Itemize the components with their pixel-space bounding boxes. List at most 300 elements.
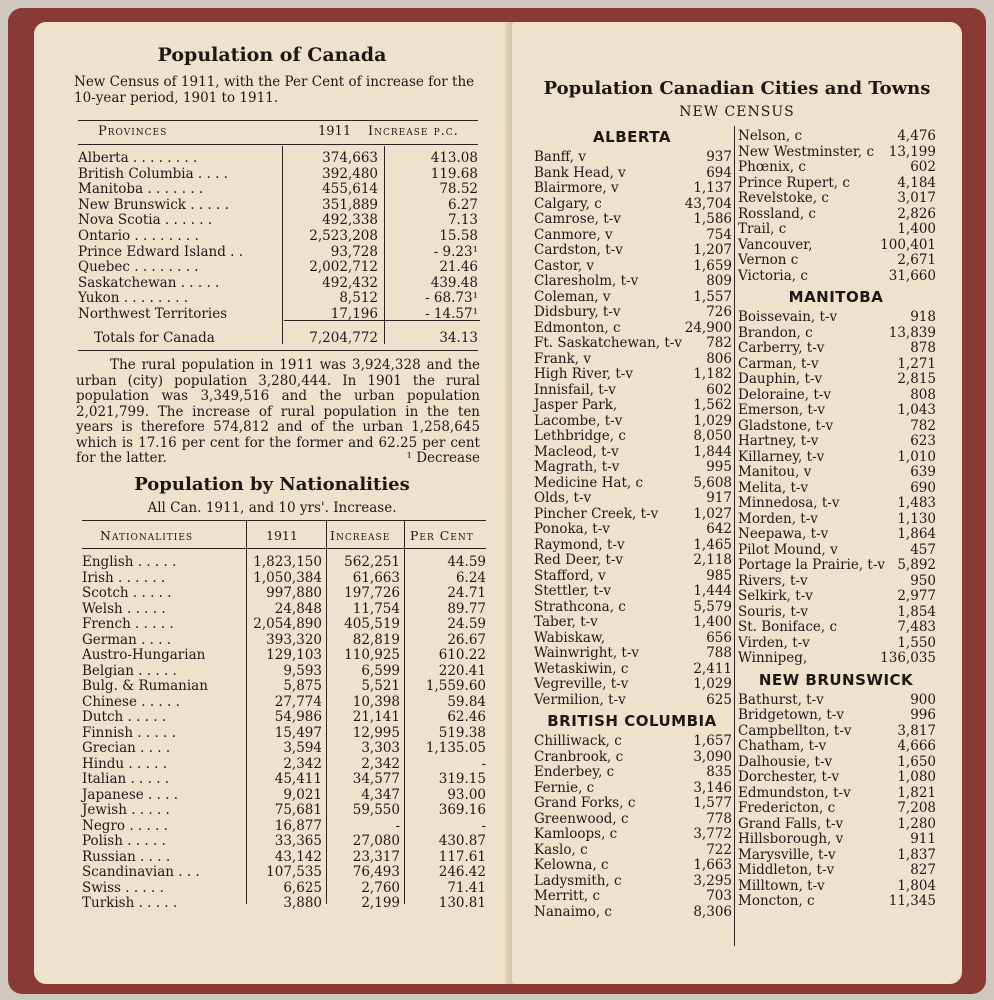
city-name: Minnedosa, t-v — [738, 495, 840, 511]
nationality-name: Polish . . . . . — [82, 833, 166, 849]
totals-label: Totals for Canada — [94, 330, 215, 346]
city-name: Bank Head, v — [534, 164, 626, 181]
city-population: 1,663 — [693, 857, 732, 873]
divider — [78, 144, 478, 145]
city-name: Red Deer, t-v — [534, 552, 624, 568]
city-row — [532, 289, 732, 305]
city-row — [736, 800, 936, 816]
city-row — [736, 252, 936, 268]
nationality-pop: 16,877 — [274, 817, 322, 834]
city-name: Kamloops, c — [534, 826, 618, 842]
city-row — [736, 495, 936, 511]
city-name: Claresholm, t-v — [534, 273, 639, 289]
city-row — [736, 754, 936, 770]
nationality-percent: 24.59 — [447, 616, 486, 632]
city-row — [532, 826, 732, 842]
city-name: Chilliwack, c — [534, 733, 622, 749]
city-population: 1,043 — [897, 402, 936, 418]
city-name: Edmundston, t-v — [738, 784, 851, 801]
totals-pop: 7,204,772 — [309, 330, 378, 346]
city-row — [736, 371, 936, 387]
city-name: Manitou, v — [738, 464, 812, 480]
city-name: Cranbrook, c — [534, 748, 624, 765]
nationality-row — [34, 771, 510, 786]
left-page — [34, 22, 510, 984]
city-row — [532, 795, 732, 811]
nationality-percent: 44.59 — [447, 554, 486, 570]
city-name: Camrose, t-v — [534, 211, 621, 227]
city-population: 2,671 — [897, 252, 936, 268]
city-population: 1,844 — [693, 443, 732, 460]
city-population: 806 — [706, 350, 732, 367]
nationality-increase: 6,599 — [361, 662, 400, 679]
header-increase: Increase p.c. — [368, 124, 459, 139]
city-name: Bathurst, t-v — [738, 691, 824, 708]
city-name: Wainwright, t-v — [534, 645, 640, 661]
city-population: 1,483 — [897, 495, 936, 511]
totals-row — [34, 330, 510, 345]
province-name: Yukon . . . . . . . . — [78, 290, 189, 307]
city-population: 2,815 — [897, 371, 936, 387]
city-name: Chatham, t-v — [738, 738, 827, 754]
province-row — [34, 150, 510, 165]
nationality-percent: 59.84 — [447, 693, 486, 710]
city-population: 1,577 — [693, 795, 732, 811]
city-population: 31,660 — [888, 267, 936, 284]
header-nationalities: Nationalities — [100, 528, 194, 543]
city-population: 694 — [706, 164, 732, 181]
nationality-row — [34, 694, 510, 709]
nationality-increase: 4,347 — [361, 786, 400, 803]
nationality-pop: 45,411 — [274, 771, 322, 787]
city-row — [532, 733, 732, 749]
city-name: Wabiskaw, — [534, 629, 606, 646]
city-name: Fredericton, c — [738, 800, 836, 816]
city-population: 11,345 — [888, 893, 936, 909]
cities-subtitle: NEW CENSUS — [679, 104, 795, 120]
province-name: Nova Scotia . . . . . . — [78, 212, 213, 229]
province-name: Quebec . . . . . . . . — [78, 259, 199, 276]
city-name: Vermilion, t-v — [534, 691, 626, 708]
city-row — [532, 811, 732, 827]
city-population: 1,029 — [693, 676, 732, 692]
province-row — [34, 259, 510, 274]
city-population: 1,080 — [897, 769, 936, 785]
province-row — [34, 244, 510, 259]
city-row — [736, 542, 936, 558]
province-pop: 2,523,208 — [309, 228, 378, 244]
city-population: 3,772 — [693, 826, 732, 842]
city-row — [736, 847, 936, 863]
nationality-percent: 369.16 — [438, 802, 486, 818]
city-row — [736, 387, 936, 403]
city-name: Wetaskiwin, c — [534, 660, 629, 677]
city-population: 1,271 — [897, 355, 936, 372]
nationality-name: Italian . . . . . — [82, 771, 170, 787]
nationality-pop: 24,848 — [274, 600, 322, 617]
nationality-percent: 246.42 — [438, 864, 486, 880]
city-row — [736, 831, 936, 847]
city-row — [736, 175, 936, 191]
cities-title: Population Canadian Cities and Towns — [543, 78, 931, 99]
city-row — [532, 749, 732, 765]
city-population: 726 — [706, 304, 732, 320]
city-row — [532, 366, 732, 382]
nationality-increase: 21,141 — [352, 709, 400, 725]
city-row — [736, 268, 936, 284]
nationality-increase: 5,521 — [361, 678, 400, 694]
nationality-percent: 6.24 — [455, 569, 486, 586]
city-row — [532, 149, 732, 165]
city-row — [736, 588, 936, 604]
city-population: 136,035 — [880, 650, 936, 666]
city-population: 1,550 — [897, 634, 936, 651]
province-pop: 374,663 — [322, 150, 378, 166]
city-row — [532, 304, 732, 320]
city-name: Vancouver, — [738, 236, 813, 253]
nationality-increase: 562,251 — [344, 554, 400, 570]
city-name: Nelson, c — [738, 128, 803, 144]
nationality-pop: 54,986 — [274, 709, 322, 725]
city-row — [736, 480, 936, 496]
nationality-pop: 9,593 — [283, 662, 322, 679]
city-population: 625 — [706, 691, 732, 708]
nationality-pop: 43,142 — [274, 848, 322, 865]
city-row — [532, 211, 732, 227]
province-row — [34, 197, 510, 212]
city-row — [532, 180, 732, 196]
nationality-increase: 82,819 — [352, 631, 400, 648]
province-increase: 7.13 — [447, 212, 478, 229]
city-name: Merritt, c — [534, 888, 601, 904]
city-population: 3,090 — [693, 748, 732, 765]
city-name: Pincher Creek, t-v — [534, 505, 659, 522]
province-name: Alberta . . . . . . . . — [78, 150, 198, 166]
nationality-percent: 1,135.05 — [425, 740, 486, 756]
nationality-increase: 34,577 — [352, 771, 400, 787]
nationality-percent: 117.61 — [438, 848, 486, 865]
city-row — [532, 382, 732, 398]
city-name: Killarney, t-v — [738, 448, 825, 465]
right-page — [512, 22, 962, 984]
nationality-row — [34, 725, 510, 740]
city-population: 639 — [910, 464, 936, 480]
city-row — [736, 190, 936, 206]
city-name: Campbellton, t-v — [738, 722, 852, 739]
nationalities-table — [34, 554, 510, 914]
city-row — [532, 676, 732, 692]
city-name: Melita, t-v — [738, 479, 809, 496]
province-pop: 455,614 — [322, 181, 378, 198]
province-name: New Brunswick . . . . . — [78, 196, 229, 213]
city-name: Grand Forks, c — [534, 795, 636, 811]
nationality-name: Hindu . . . . . — [82, 755, 168, 772]
city-row — [532, 888, 732, 904]
province-name: Manitoba . . . . . . . — [78, 181, 204, 198]
city-row — [532, 475, 732, 491]
city-row — [532, 780, 732, 796]
nationality-pop: 3,594 — [283, 740, 322, 756]
nationality-row — [34, 740, 510, 755]
city-name: Grand Falls, t-v — [738, 815, 844, 832]
nationality-percent: 93.00 — [447, 786, 486, 803]
city-population: 602 — [706, 381, 732, 398]
city-name: Souris, t-v — [738, 603, 808, 620]
city-name: Portage la Prairie, t-v — [738, 557, 886, 573]
nationality-row — [34, 756, 510, 771]
nationality-increase: 2,342 — [361, 755, 400, 772]
city-row — [532, 630, 732, 646]
nationality-name: Jewish . . . . . — [82, 802, 170, 818]
city-name: Frank, v — [534, 350, 591, 367]
city-population: 1,010 — [897, 448, 936, 465]
nationality-name: Japanese . . . . — [82, 786, 179, 803]
nationality-pop: 1,050,384 — [253, 569, 322, 586]
nationality-pop: 2,054,890 — [253, 616, 322, 632]
province-pop: 392,480 — [322, 165, 378, 182]
city-population: 808 — [910, 386, 936, 403]
city-row — [736, 356, 936, 372]
nationality-name: Welsh . . . . . — [82, 600, 166, 617]
city-row — [532, 196, 732, 212]
city-row — [532, 320, 732, 336]
city-population: 1,137 — [693, 180, 732, 196]
city-row — [736, 878, 936, 894]
nationality-pop: 1,823,150 — [253, 554, 322, 570]
nationality-percent: 89.77 — [447, 600, 486, 617]
city-name: Carman, t-v — [738, 355, 819, 372]
nationality-increase: 61,663 — [352, 569, 400, 586]
province-pop: 93,728 — [330, 243, 378, 260]
city-row — [532, 490, 732, 506]
city-row — [736, 221, 936, 237]
city-population: 827 — [910, 862, 936, 878]
section-heading: MANITOBA — [788, 288, 884, 306]
nationality-row — [34, 802, 510, 817]
census-subtitle: New Census of 1911, with the Per Cent of increase for the 10-year period, 1901 to 1911. — [74, 74, 475, 106]
section-heading: BRITISH COLUMBIA — [547, 712, 717, 730]
city-population: 2,411 — [693, 660, 732, 677]
city-row — [532, 904, 732, 920]
nationality-row — [34, 678, 510, 693]
city-population: 1,027 — [693, 505, 732, 522]
nationality-name: Belgian . . . . . — [82, 662, 177, 679]
nationality-name: French . . . . . — [82, 616, 174, 632]
city-population: 754 — [706, 226, 732, 243]
city-population: 1,029 — [693, 412, 732, 429]
city-name: Kaslo, c — [534, 841, 588, 858]
nationality-pop: 3,880 — [283, 895, 322, 911]
city-row — [736, 433, 936, 449]
city-row — [736, 769, 936, 785]
nationality-percent: 319.15 — [438, 771, 486, 787]
city-name: Trail, c — [738, 221, 787, 237]
city-name: Hartney, t-v — [738, 433, 819, 449]
city-population: 722 — [706, 841, 732, 858]
nationality-increase: 110,925 — [344, 647, 400, 663]
city-name: Ft. Saskatchewan, t-v — [534, 335, 682, 351]
province-name: Prince Edward Island . . — [78, 243, 244, 260]
city-name: Rivers, t-v — [738, 572, 808, 589]
totals-increase: 34.13 — [439, 330, 478, 346]
nationality-name: Turkish . . . . . — [82, 895, 178, 911]
cities-column-1 — [532, 128, 732, 948]
city-name: Stettler, t-v — [534, 583, 611, 599]
city-population: 602 — [910, 159, 936, 175]
nationalities-title: Population by Nationalities — [134, 474, 410, 495]
city-name: Canmore, v — [534, 226, 613, 243]
nationality-percent: 24.71 — [447, 585, 486, 601]
city-name: Vegreville, t-v — [534, 676, 629, 692]
city-name: Dorchester, t-v — [738, 769, 840, 785]
nationality-pop: 33,365 — [274, 833, 322, 849]
nationality-row — [34, 880, 510, 895]
nationality-increase: 12,995 — [352, 724, 400, 741]
nationality-increase: 23,317 — [352, 848, 400, 865]
city-row — [736, 604, 936, 620]
city-population: 950 — [910, 572, 936, 589]
city-row — [532, 537, 732, 553]
city-population: 703 — [706, 888, 732, 904]
nationality-pop: 129,103 — [266, 647, 322, 663]
city-name: Dauphin, t-v — [738, 371, 823, 387]
divider — [82, 548, 486, 549]
nationality-row — [34, 895, 510, 910]
nationality-row — [34, 616, 510, 631]
city-population: 13,839 — [888, 324, 936, 341]
province-row — [34, 212, 510, 227]
nationality-name: Irish . . . . . . — [82, 569, 166, 586]
city-row — [736, 464, 936, 480]
city-name: Ladysmith, c — [534, 872, 622, 889]
city-name: Hillsborough, v — [738, 831, 844, 847]
city-row — [736, 402, 936, 418]
nationality-name: Swiss . . . . . — [82, 879, 164, 896]
city-population: 1,400 — [897, 221, 936, 237]
city-population: 1,280 — [897, 815, 936, 832]
city-population: 782 — [910, 417, 936, 434]
city-row — [736, 340, 936, 356]
city-row — [736, 128, 936, 144]
province-pop: 351,889 — [322, 196, 378, 213]
city-row — [532, 645, 732, 661]
city-population: 917 — [706, 490, 732, 506]
nationality-row — [34, 663, 510, 678]
city-population: 995 — [706, 459, 732, 475]
city-name: Deloraine, t-v — [738, 386, 831, 403]
city-population: 13,199 — [888, 143, 936, 160]
province-increase: 439.48 — [430, 274, 478, 291]
city-row — [736, 785, 936, 801]
city-population: 43,704 — [684, 195, 732, 212]
city-name: Vernon c — [738, 252, 799, 268]
city-name: Edmonton, c — [534, 319, 621, 336]
nationality-name: Negro . . . . . — [82, 817, 168, 834]
city-name: Gladstone, t-v — [738, 417, 834, 434]
nationality-increase: 10,398 — [352, 693, 400, 710]
city-population: 8,306 — [693, 903, 732, 920]
city-population: 835 — [706, 764, 732, 780]
province-increase: - 14.57¹ — [425, 306, 478, 322]
city-population: 1,659 — [693, 257, 732, 274]
divider — [78, 350, 478, 351]
nationality-pop: 27,774 — [274, 693, 322, 710]
city-row — [736, 707, 936, 723]
nationality-row — [34, 647, 510, 662]
city-name: St. Boniface, c — [738, 619, 838, 635]
nationality-increase: 3,303 — [361, 740, 400, 756]
nationality-increase: 27,080 — [352, 833, 400, 849]
nationality-row — [34, 833, 510, 848]
city-population: 1,837 — [897, 846, 936, 863]
nationality-increase: 405,519 — [344, 616, 400, 632]
city-name: Rossland, c — [738, 205, 816, 222]
nationality-row — [34, 570, 510, 585]
city-name: Moncton, c — [738, 893, 815, 909]
city-population: 1,864 — [897, 526, 936, 542]
city-name: Cardston, t-v — [534, 242, 623, 258]
nationality-name: Scandinavian . . . — [82, 864, 200, 880]
city-row — [736, 526, 936, 542]
province-row — [34, 306, 510, 321]
section-heading: ALBERTA — [593, 128, 671, 146]
city-name: New Westminster, c — [738, 143, 875, 160]
nationality-row — [34, 864, 510, 879]
nationality-pop: 9,021 — [283, 786, 322, 803]
province-pop: 492,432 — [322, 274, 378, 291]
city-population: 642 — [706, 521, 732, 537]
city-row — [736, 449, 936, 465]
city-population: 878 — [910, 340, 936, 356]
city-name: Jasper Park, — [534, 397, 618, 413]
city-row — [532, 506, 732, 522]
province-increase: 78.52 — [439, 181, 478, 198]
header-nat-percent: Per Cent — [410, 528, 474, 543]
city-population: 918 — [910, 309, 936, 325]
nationality-increase: 197,726 — [344, 585, 400, 601]
city-population: 900 — [910, 691, 936, 708]
city-name: Taber, t-v — [534, 614, 598, 630]
city-population: 985 — [706, 567, 732, 584]
city-row — [532, 842, 732, 858]
city-row — [736, 573, 936, 589]
province-increase: - 68.73¹ — [425, 290, 478, 307]
city-name: High River, t-v — [534, 366, 633, 382]
city-population: 7,208 — [897, 800, 936, 816]
nationality-increase: 11,754 — [352, 600, 400, 617]
city-population: 2,118 — [693, 552, 732, 568]
city-name: Middleton, t-v — [738, 862, 835, 878]
city-population: 1,657 — [693, 733, 732, 749]
city-row — [532, 258, 732, 274]
city-population: 996 — [910, 707, 936, 723]
city-population: 1,444 — [693, 583, 732, 599]
province-increase: - 9.23¹ — [433, 243, 478, 260]
city-row — [736, 511, 936, 527]
cities-column-2 — [736, 128, 936, 948]
city-name: Strathcona, c — [534, 598, 626, 615]
city-name: Greenwood, c — [534, 810, 629, 827]
city-name: Phœnix, c — [738, 159, 806, 175]
header-nat-increase: Increase — [330, 528, 391, 543]
province-row — [34, 228, 510, 243]
nationality-name: Scotch . . . . . — [82, 585, 172, 601]
city-population: 5,892 — [897, 557, 936, 573]
city-name: Boissevain, t-v — [738, 309, 838, 325]
city-population: 2,826 — [897, 205, 936, 222]
city-population: 1,400 — [693, 614, 732, 630]
city-row — [736, 144, 936, 160]
